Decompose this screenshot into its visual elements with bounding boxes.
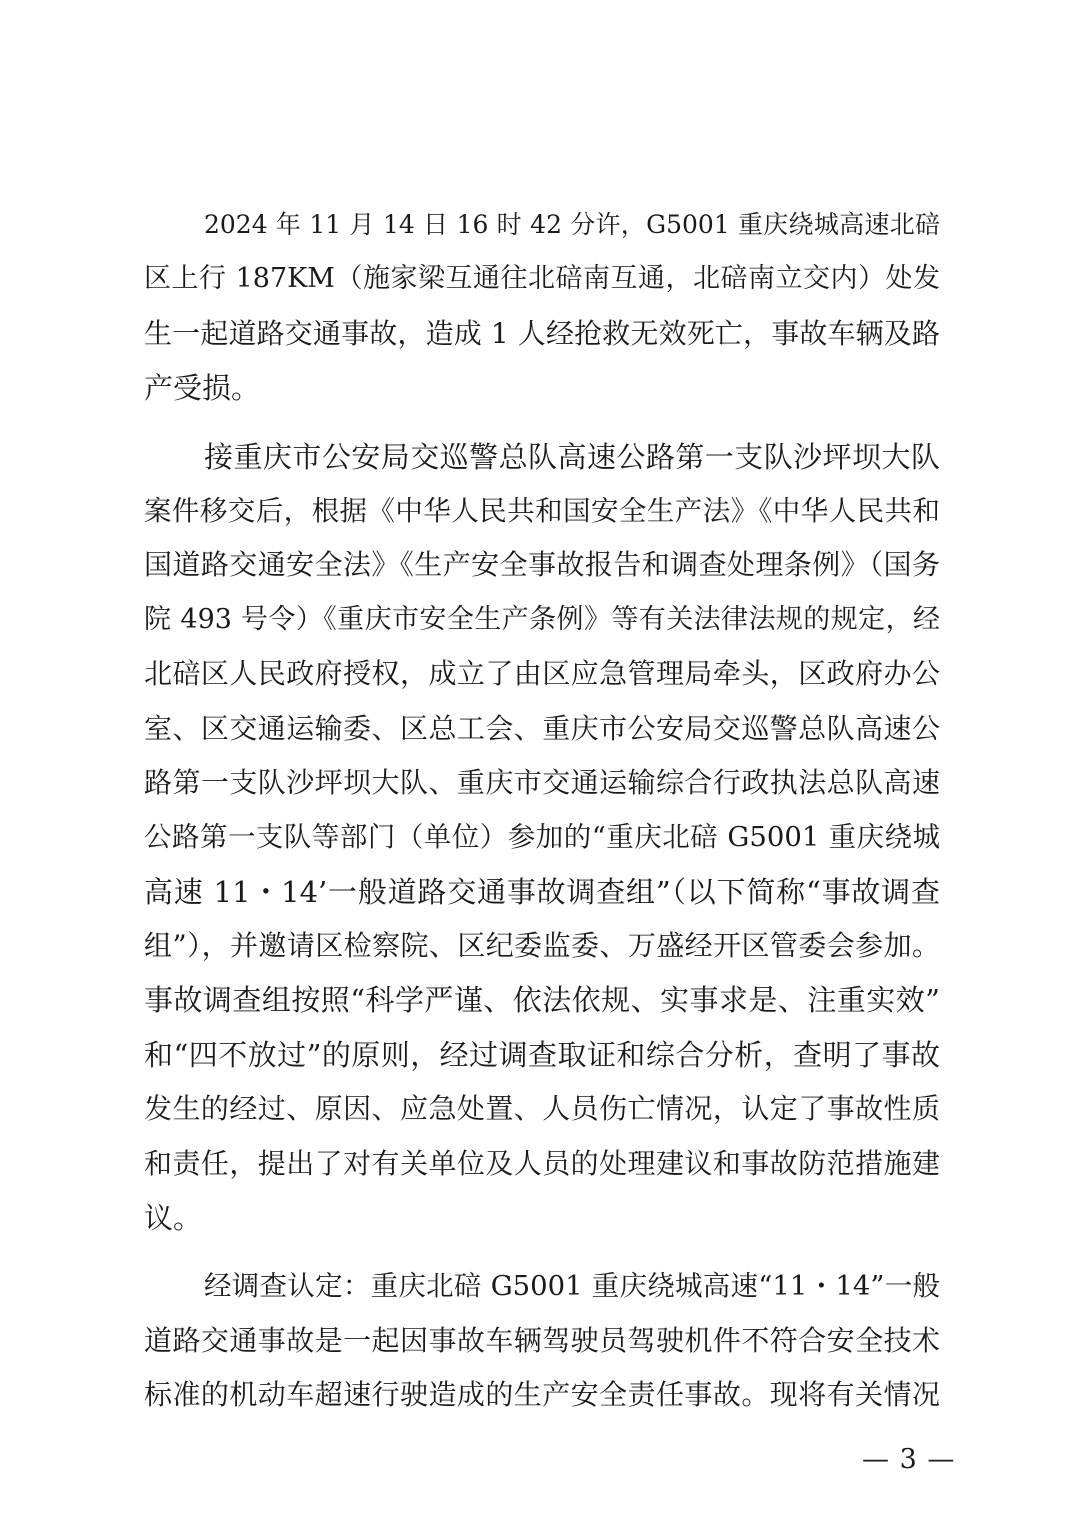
text-line: 组”），并邀请区检察院、区纪委监委、万盛经开区管委会参加。 [144, 929, 940, 963]
text-line: 案件移交后，根据《中华人民共和国安全生产法》《中华人民共和 [144, 494, 940, 527]
text-line: 公路第一支队等部门（单位）参加的“重庆北碚 G5001 重庆绕城 [144, 821, 940, 854]
text-line: 室、区交通运输委、区总工会、重庆市公安局交巡警总队高速公 [144, 711, 940, 745]
text-line: 道路交通事故是一起因事故车辆驾驶员驾驶机件不符合安全技术 [144, 1323, 940, 1357]
paragraph-spacing [144, 416, 940, 430]
page-number: — 3 — [862, 1444, 956, 1475]
text-line: 经调查认定：重庆北碚 G5001 重庆绕城高速“11・14”一般 [204, 1270, 940, 1303]
text-line: 高速 11・14’一般道路交通事故调查组”（以下简称“事故调查 [144, 874, 940, 909]
text-line: 标准的机动车超速行驶造成的生产安全责任事故。现将有关情况 [144, 1378, 940, 1412]
body-text [144, 198, 940, 1423]
text-line: 2024 年 11 月 14 日 16 时 42 分许，G5001 重庆绕城高速北碚 [204, 210, 940, 239]
text-line: 发生的经过、原因、应急处置、人员伤亡情况，认定了事故性质 [144, 1092, 940, 1126]
text-line: 区上行 187KM（施家梁互通往北碚南互通，北碚南立交内）处发 [144, 263, 940, 295]
text-line: 议。 [144, 1201, 203, 1236]
text-line: 国道路交通安全法》《生产安全事故报告和调查处理条例》（国务 [144, 548, 940, 582]
text-line: 和责任，提出了对有关单位及人员的处理建议和事故防范措施建 [144, 1146, 940, 1180]
paragraph-3 [144, 1259, 940, 1422]
paragraph-spacing [144, 1245, 940, 1259]
text-line: 北碚区人民政府授权，成立了由区应急管理局牵头，区政府办公 [144, 657, 940, 691]
text-line: 产受损。 [144, 371, 261, 406]
text-line: 生一起道路交通事故，造成 1 人经抢救无效死亡，事故车辆及路 [144, 316, 940, 350]
text-line: 事故调查组按照“科学严谨、依法依规、实事求是、注重实效” [144, 983, 940, 1018]
text-line: 接重庆市公安局交巡警总队高速公路第一支队沙坪坝大队 [204, 439, 940, 474]
paragraph-2 [144, 430, 940, 1246]
text-line: 院 493 号令）《重庆市安全生产条例》等有关法律法规的规定，经 [144, 603, 940, 635]
paragraph-1 [144, 198, 940, 416]
text-line: 路第一支队沙坪坝大队、重庆市交通运输综合行政执法总队高速 [144, 765, 940, 799]
text-line: 和“四不放过”的原则，经过调查取证和综合分析，查明了事故 [144, 1037, 940, 1072]
